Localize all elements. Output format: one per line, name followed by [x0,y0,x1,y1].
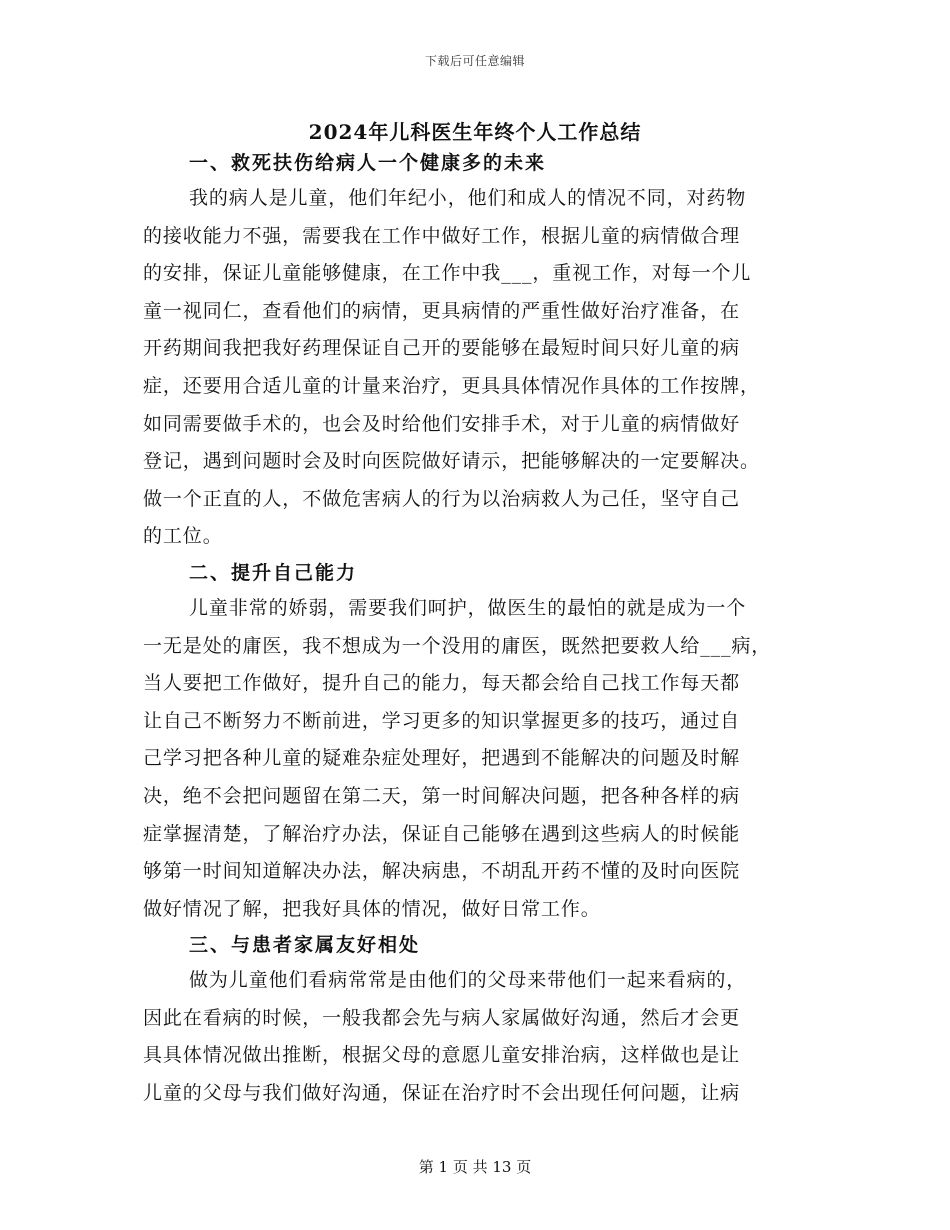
paragraph-line: 的安排，保证儿童能够健康，在工作中我___，重视工作，对每一个儿 [143,262,752,285]
paragraph-line: 因此在看病的时候，一般我都会先与病人家属做好沟通，然后才会更 [143,1006,741,1029]
paragraph-line: 如同需要做手术的，也会及时给他们安排手术，对于儿童的病情做好 [143,412,741,435]
section-heading: 三、与患者家属友好相处 [189,934,421,957]
paragraph-line: 开药期间我把我好药理保证自己开的要能够在最短时间只好儿童的病 [143,337,741,360]
page-header-note: 下载后可任意编辑 [424,54,525,68]
document-title: 2024年儿科医生年终个人工作总结 [308,120,642,144]
paragraph-line: 的工位。 [143,525,223,548]
paragraph-line: 一无是处的庸医，我不想成为一个没用的庸医，既然把要救人给___病， [143,634,772,657]
paragraph-line: 症，还要用合适儿童的计量来治疗，更具具体情况作具体的工作按牌， [143,374,760,397]
paragraph-line: 够第一时间知道解决办法，解决病患，不胡乱开药不懂的及时向医院 [143,860,741,883]
paragraph-line: 儿童非常的娇弱，需要我们呵护，做医生的最怕的就是成为一个 [189,596,747,619]
paragraph-line: 登记，遇到问题时会及时向医院做好请示，把能够解决的一定要解决。 [143,450,760,473]
paragraph-line: 决，绝不会把问题留在第二天，第一时间解决问题，把各种各样的病 [143,784,741,807]
paragraph-line: 童一视同仁，查看他们的病情，更具病情的严重性做好治疗准备，在 [143,299,741,322]
paragraph-line: 具具体情况做出推断，根据父母的意愿儿童安排治病，这样做也是让 [143,1044,741,1067]
section-heading: 二、提升自己能力 [189,561,358,584]
paragraph-line: 我的病人是儿童，他们年纪小，他们和成人的情况不同，对药物 [189,187,747,209]
paragraph-line: 症掌握清楚，了解治疗办法，保证自己能够在遇到这些病人的时候能 [143,822,741,845]
document-body [143,146,809,1113]
section-heading: 一、救死扶伤给病人一个健康多的未来 [189,152,547,174]
paragraph-line: 让自己不断努力不断前进，学习更多的知识掌握更多的技巧，通过自 [143,709,741,732]
paragraph-line: 儿童的父母与我们做好沟通，保证在治疗时不会出现任何问题，让病 [143,1082,741,1105]
paragraph-line: 当人要把工作做好，提升自己的能力，每天都会给自己找工作每天都 [143,672,741,695]
paragraph-line: 做好情况了解，把我好具体的情况，做好日常工作。 [143,897,601,920]
paragraph-line: 做为儿童他们看病常常是由他们的父母来带他们一起来看病的， [189,969,747,992]
paragraph-line: 己学习把各种儿童的疑难杂症处理好，把遇到不能解决的问题及时解 [143,747,741,770]
paragraph-line: 做一个正直的人，不做危害病人的行为以治病救人为己任，坚守自己 [143,487,741,510]
page-number: 第 1 页 共 13 页 [418,1158,532,1176]
paragraph-line: 的接收能力不强，需要我在工作中做好工作，根据儿童的病情做合理 [143,224,741,247]
